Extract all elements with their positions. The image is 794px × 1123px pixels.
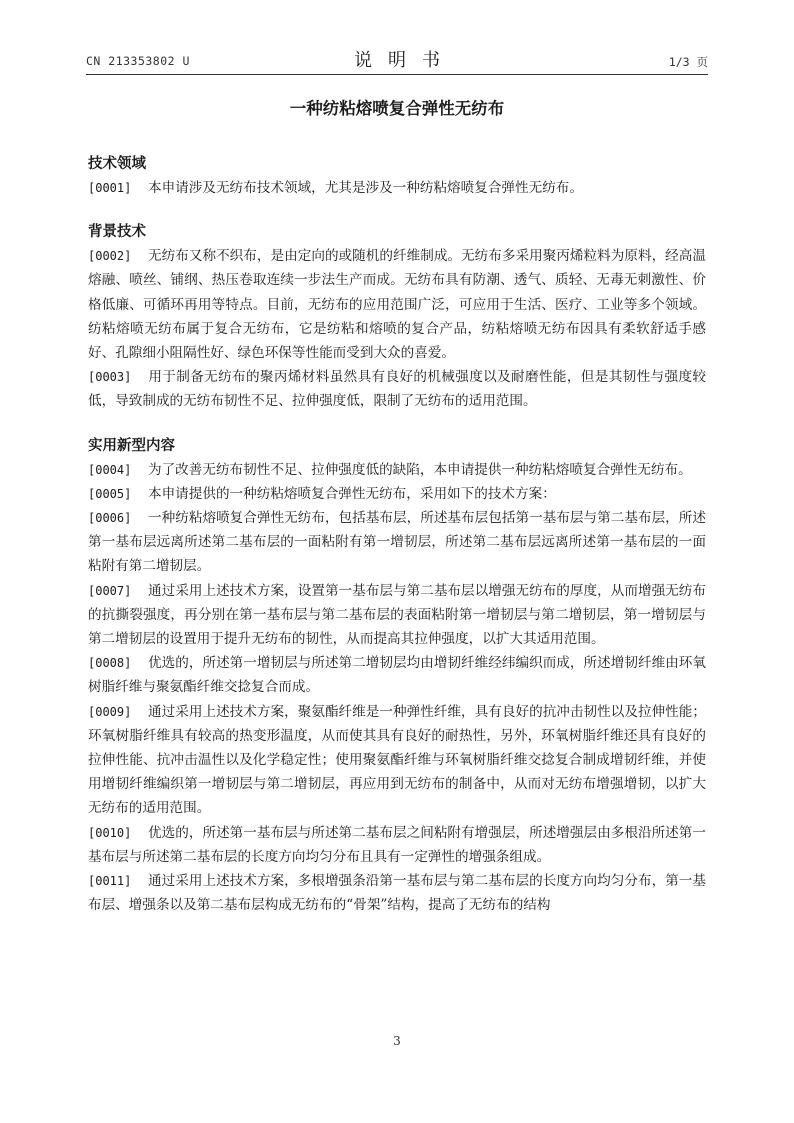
section-heading: 技术领域	[88, 156, 146, 172]
paragraph-number: [0001]	[88, 181, 132, 195]
paragraph-text: 一种纺粘熔喷复合弹性无纺布，包括基布层，所述基布层包括第一基布层与第二基布层，所述第一基布层远离所述第二基布层的一面粘附有第一增韧层，所述第二基布层远离所述第一基布层的一面粘附有第二增韧层。	[88, 510, 706, 575]
paragraph-text: 优选的，所述第一基布层与所述第二基布层之间粘附有增强层，所述增强层由多根沿所述第一基布层与所述第二基布层的长度方向均匀分布且具有一定弹性的增强条组成。	[88, 824, 706, 865]
paragraph-number: [0010]	[88, 825, 132, 840]
paragraph	[88, 176, 706, 200]
paragraph-text: 通过采用上述技术方案，聚氨酯纤维是一种弹性纤维，具有良好的抗冲击韧性以及拉伸性能；环氧树脂纤维具有较高的热变形温度，从而使其具有良好的耐热性，另外，环氧树脂纤维还具有良好的拉伸性能、抗冲击温性以及化学稳定性；使用聚氨酯纤维与环氧树脂纤维交捻复合制成增韧纤维，并使用增韧纤维编织第一增韧层与第二增韧层，再应用到无纺布的制备中，从而对无纺布增强增韧，以扩大无纺布的适用范围。	[88, 703, 706, 817]
section	[88, 434, 706, 918]
section	[88, 220, 706, 413]
section	[88, 152, 706, 200]
page-header	[86, 44, 708, 75]
paragraph-text: 通过采用上述技术方案，多根增强条沿第一基布层与第二基布层的长度方向均匀分布，第一基布层、增强条以及第二基布层构成无纺布的“骨架”结构，提高了无纺布的结构	[88, 873, 706, 914]
paragraph	[88, 821, 706, 869]
section-heading: 实用新型内容	[88, 437, 175, 454]
paragraph-number: [0009]	[88, 704, 132, 719]
paragraph	[88, 365, 706, 413]
paragraph	[88, 458, 706, 482]
paragraph-text: 用于制备无纺布的聚丙烯材料虽然具有良好的机械强度以及耐磨性能，但是其韧性与强度较低，导致制成的无纺布韧性不足、拉伸强度低，限制了无纺布的适用范围。	[88, 369, 706, 410]
section-heading: 背景技术	[88, 224, 146, 241]
paragraph	[88, 244, 706, 365]
paragraph-text: 无纺布又称不织布，是由定向的或随机的纤维制成。无纺布多采用聚丙烯粒料为原料，经高温熔融、喷丝、铺纲、热压卷取连续一步法生产而成。无纺布具有防潮、透气、质轻、无毒无刺激性、价格低廉、可循环再用等特点。目前，无纺布的应用范围广泛，可应用于生活、医疗、工业等多个领域。纺粘熔喷无纺布属于复合无纺布，它是纺粘和熔喷的复合产品，纺粘熔喷无纺布因具有柔软舒适手感好、孔隙细小阻隔性好、绿色环保等性能而受到大众的喜爱。	[88, 248, 706, 362]
document-body	[88, 98, 706, 917]
sections-container	[88, 152, 706, 917]
paragraph-text: 通过采用上述技术方案，设置第一基布层与第二基布层以增强无纺布的厚度，从而增强无纺布的抗撕裂强度，再分别在第一基布层与第二基布层的表面粘附第一增韧层与第二增韧层，第一增韧层与第二增韧层的设置用于提升无纺布的韧性，从而提高其拉伸强度，以扩大其适用范围。	[88, 582, 706, 648]
paragraph-number: [0002]	[88, 249, 132, 264]
paragraph	[88, 482, 706, 506]
document-title: 一种纺粘熔喷复合弹性无纺布	[289, 99, 505, 118]
paragraph-number: [0006]	[88, 511, 132, 526]
paragraph	[88, 869, 706, 917]
paragraph-number: [0004]	[88, 462, 132, 477]
header-title: 说明书	[354, 50, 456, 71]
paragraph	[88, 700, 706, 821]
paragraph-text: 本申请提供的一种纺粘熔喷复合弹性无纺布，采用如下的技术方案：	[148, 485, 556, 502]
patent-number: CN 213353802 U	[86, 54, 190, 68]
paragraph	[88, 579, 706, 652]
paragraph-number: [0011]	[88, 874, 132, 889]
paragraph-text: 本申请涉及无纺布技术领域，尤其是涉及一种纺粘熔喷复合弹性无纺布。	[148, 180, 583, 196]
paragraph-number: [0008]	[88, 656, 132, 671]
paragraph-number: [0003]	[88, 370, 132, 385]
paragraph-text: 为了改善无纺布韧性不足、拉伸强度低的缺陷，本申请提供一种纺粘熔喷复合弹性无纺布。	[148, 461, 692, 478]
paragraph	[88, 506, 706, 579]
paragraph-number: [0007]	[88, 583, 132, 598]
page-number: 3	[393, 1034, 401, 1048]
page-indicator: 1/3 页	[668, 55, 708, 69]
paragraph	[88, 651, 706, 699]
paragraph-number: [0005]	[88, 486, 132, 501]
page-footer	[0, 1034, 794, 1048]
paragraph-text: 优选的，所述第一增韧层与所述第二增韧层均由增韧纤维经纬编织而成，所述增韧纤维由环氧树脂纤维与聚氨酯纤维交捻复合而成。	[88, 655, 706, 696]
